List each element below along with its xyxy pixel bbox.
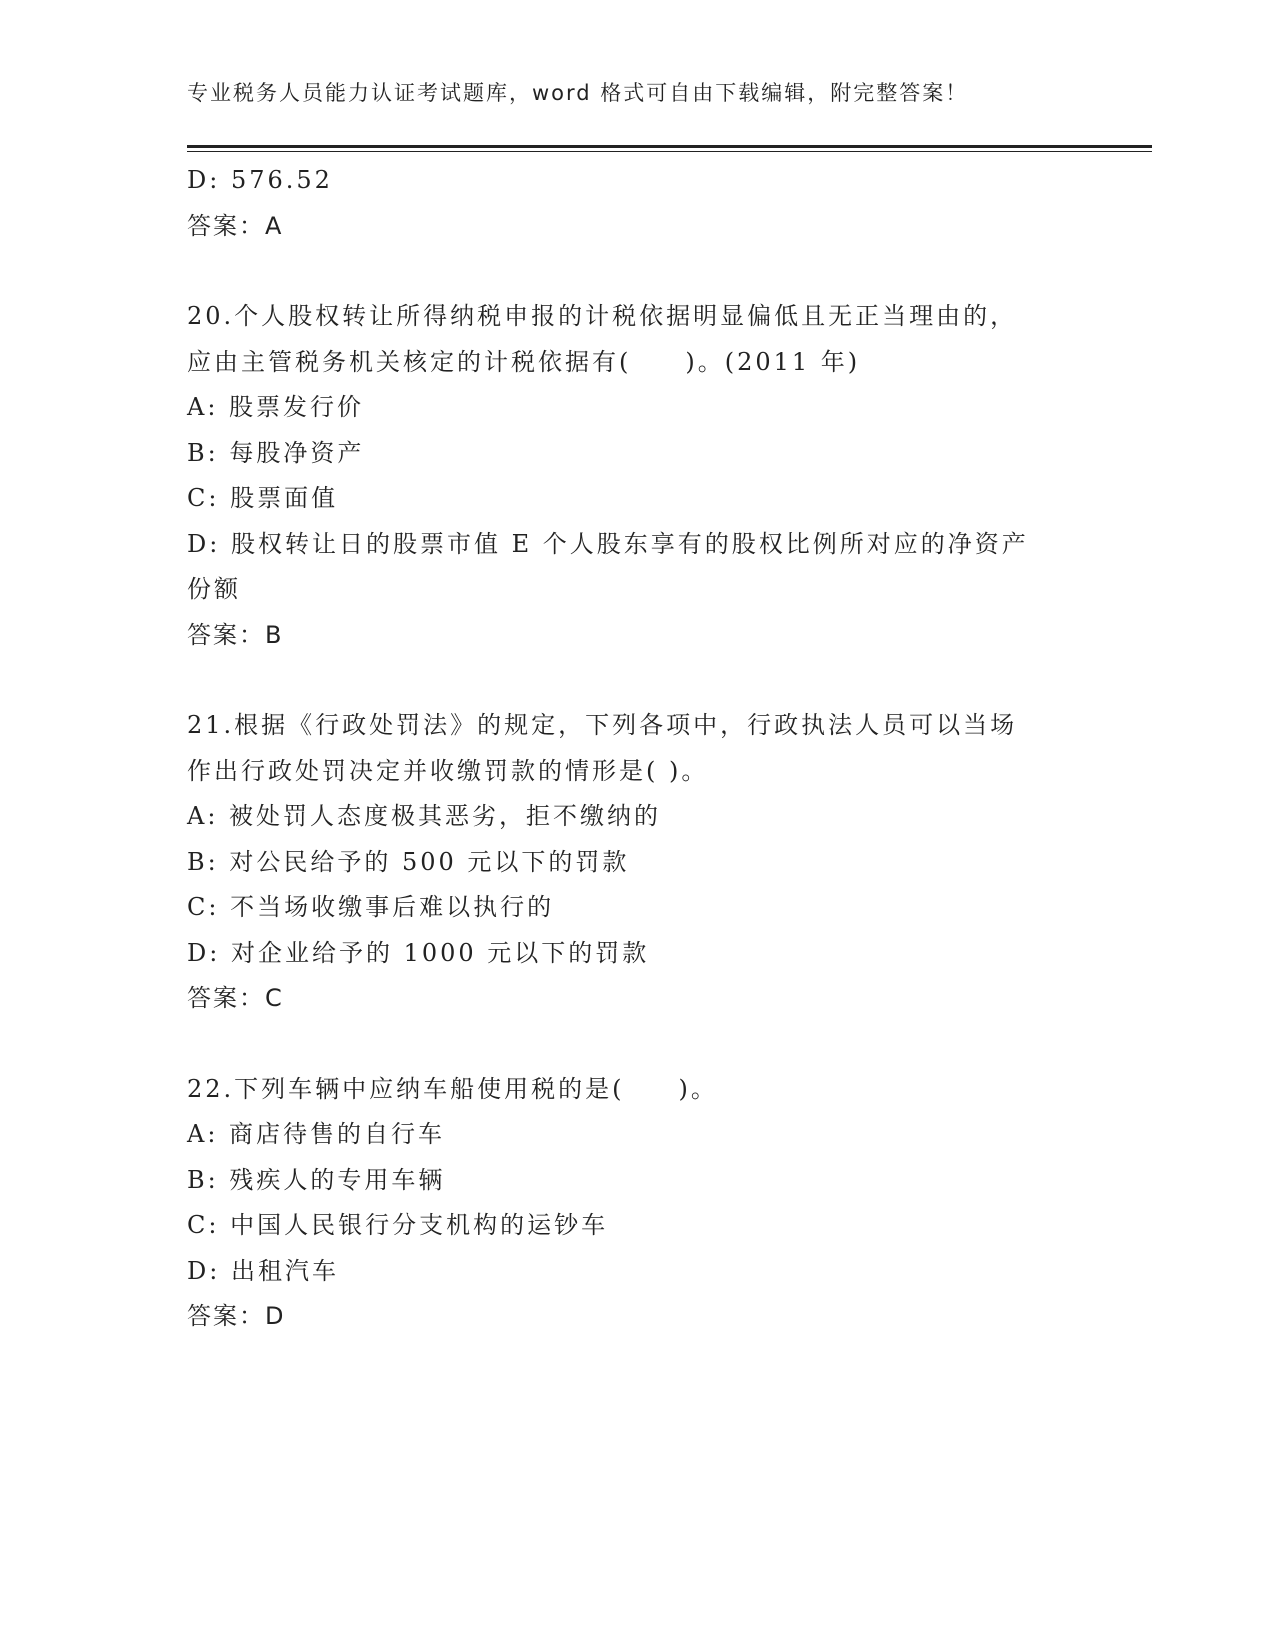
question-stem: 21.根据《行政处罚法》的规定，下列各项中，行政执法人员可以当场: [187, 711, 1018, 739]
question-stem: 22.下列车辆中应纳车船使用税的是( )。: [187, 1074, 718, 1103]
answer: 答案：C: [187, 984, 284, 1012]
question-stem: 作出行政处罚决定并收缴罚款的情形是( )。: [187, 756, 709, 785]
header-rule: [187, 145, 1152, 151]
option-c: C: 不当场收缴事后难以执行的: [187, 893, 555, 921]
option-a: A: 商店待售的自行车: [187, 1120, 446, 1148]
option-b: B: 对公民给予的 500 元以下的罚款: [187, 847, 630, 876]
option-c: C: 股票面值: [187, 484, 339, 512]
option-d: D: 股权转让日的股票市值 E 个人股东享有的股权比例所对应的净资产: [187, 529, 1029, 558]
answer: 答案：B: [187, 620, 284, 649]
question-stem: 20.个人股权转让所得纳税申报的计税依据明显偏低且无正当理由的，: [187, 302, 1018, 330]
option-d: D: 出租汽车: [187, 1256, 339, 1285]
option-d: D: 对企业给予的 1000 元以下的罚款: [187, 938, 650, 967]
page-header: 专业税务人员能力认证考试题库，word 格式可自由下载编辑，附完整答案！: [187, 81, 969, 105]
option-c: C: 中国人民银行分支机构的运钞车: [187, 1211, 609, 1239]
option-b: B: 每股净资产: [187, 438, 365, 467]
option-d: 份额: [187, 575, 241, 603]
answer: 答案：D: [187, 1302, 286, 1330]
question-20: [187, 294, 1077, 658]
document-body: [187, 158, 1077, 1340]
question-stem: 应由主管税务机关核定的计税依据有( )。(2011 年): [187, 347, 861, 376]
question-21: [187, 703, 1077, 1022]
option-b: B: 残疾人的专用车辆: [187, 1165, 446, 1194]
prev-option-d: D: 576.52: [187, 166, 333, 194]
prev-answer: 答案：A: [187, 211, 284, 240]
option-a: A: 被处罚人态度极其恶劣，拒不缴纳的: [187, 802, 662, 830]
question-22: [187, 1067, 1077, 1340]
option-a: A: 股票发行价: [187, 393, 365, 421]
